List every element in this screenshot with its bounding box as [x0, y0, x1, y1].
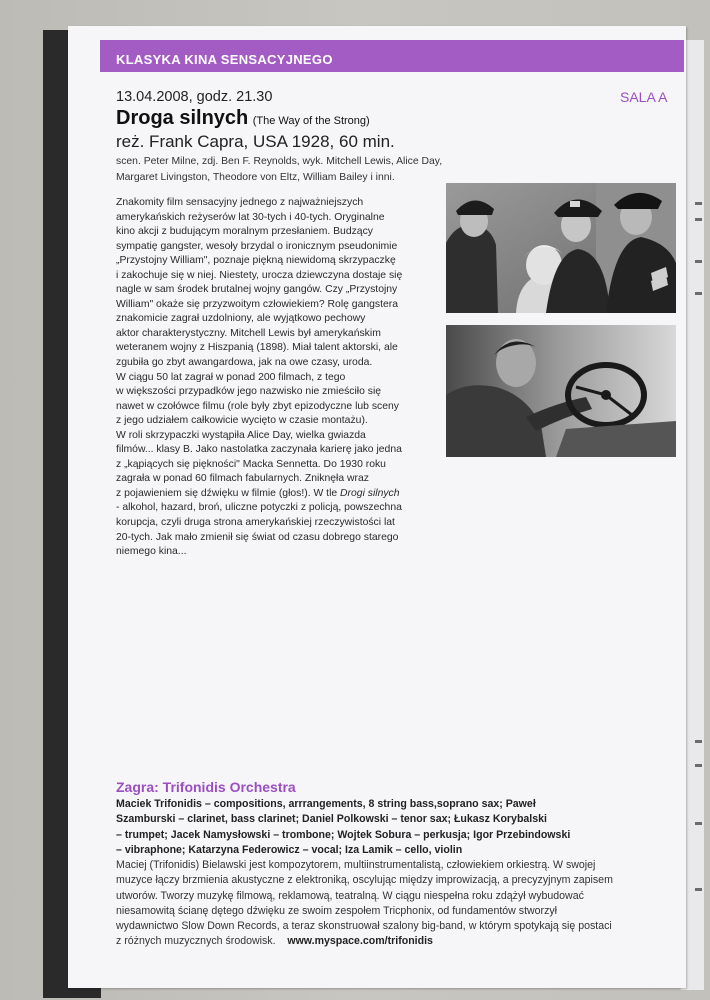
body-line: W ciągu 50 lat zagrał w ponad 200 filmach, z tego	[116, 371, 346, 383]
desc-line: wydawnictwo Slow Down Records, a teraz skonstruował szalony big-band, w którym spotykają się postaci	[116, 920, 612, 933]
page-tick	[695, 202, 702, 205]
film-still-photo-2	[446, 325, 676, 457]
body-line: „Przystojny William", poznaje piękną niewidomą skrzypaczkę	[116, 255, 396, 267]
page-tick	[695, 292, 702, 295]
body-line: filmów... klasy B. Jako nastolatka zaczynała karierę jako jedna	[116, 444, 402, 456]
members-line: Szamburski – clarinet, bass clarinet; Daniel Polkowski – tenor sax; Łukasz Korybalski	[116, 813, 547, 826]
italic-film-title: Drogi silnych	[340, 487, 400, 499]
body-line: znakomicie zagrał uzdolniony, ale wyjątkowo pechowy	[116, 313, 366, 325]
members-line: – vibraphone; Katarzyna Federowicz – vocal; Iza Lamik – cello, violin	[116, 843, 463, 856]
desc-line-with-url	[116, 934, 682, 949]
director-line: reż. Frank Capra, USA 1928, 60 min.	[116, 132, 395, 151]
film-title: Droga silnych	[116, 107, 249, 129]
body-line: i zakochuje się w niej. Niestety, urocza dziewczyna dostaje się	[116, 269, 403, 281]
credits-line: scen. Peter Milne, zdj. Ben F. Reynolds, wyk. Mitchell Lewis, Alice Day,	[116, 156, 443, 167]
page-tick	[695, 740, 702, 743]
screening-date-time: 13.04.2008, godz. 21.30	[116, 89, 273, 105]
credits-line: Margaret Livingston, Theodore von Eltz, William Bailey i inni.	[116, 171, 395, 183]
body-line: w większości przypadków jego nazwisko nie zmieściło się	[116, 386, 382, 398]
members-line: Maciek Trifonidis – compositions, arrrangements, 8 string bass,soprano sax; Paweł	[116, 798, 536, 810]
members-line: – trumpet; Jacek Namysłowski – trombone; Wojtek Sobura – perkusja; Igor Przebindowski	[116, 828, 571, 841]
body-line: W roli skrzypaczki wystąpiła Alice Day, wielka gwiazda	[116, 429, 366, 441]
body-line: Znakomity film sensacyjny jednego z najważniejszych	[116, 197, 364, 208]
page-tick	[695, 888, 702, 891]
orchestra-members	[116, 797, 682, 858]
desc-line: utworów. Tworzy muzykę filmową, reklamową, teatralną. W ciągu niespełna roku zdążył wybudować	[116, 889, 584, 902]
myspace-url[interactable]: www.myspace.com/trifonidis	[287, 935, 433, 948]
body-line: sympatię gangster, wesoły brzydal o ironicznym pseudonimie	[116, 240, 398, 252]
film-still-photo-1	[446, 183, 676, 313]
body-line: z jego udziałem całkowicie wycięto w czasie montażu).	[116, 415, 368, 427]
page-tick	[695, 822, 702, 825]
body-line: amerykańskich reżyserów lat 30-tych i 40-tych. Oryginalne	[116, 211, 385, 223]
desc-line: Maciej (Trifonidis) Bielawski jest kompozytorem, multiinstrumentalistą, człowiekiem orkiestrą. W swojej	[116, 859, 596, 871]
section-title: KLASYKA KINA SENSACYJNEGO	[116, 52, 333, 67]
film-credits	[116, 154, 478, 185]
film-original-title: (The Way of the Strong)	[252, 115, 370, 127]
desc-line: muzyce łączy brzmienia akustyczne z elektroniką, oscylując między improwizacją, a precyzyjnym zapisem	[116, 874, 613, 887]
body-line: niemego kina...	[116, 546, 187, 558]
body-line: nawet w czołówce filmu (role były zbyt epizodyczne lub sceny	[116, 400, 399, 412]
body-line-with-italic	[116, 487, 438, 502]
body-line: z „kąpiących się piękności" Macka Sennetta. Do 1930 roku	[116, 458, 386, 470]
orchestra-description	[116, 858, 682, 950]
screening-hall: SALA A	[620, 89, 668, 105]
film-still-photo-1-image	[446, 183, 676, 313]
body-line: 20-tych. Jak mało zmienił się świat od czasu dobrego starego	[116, 531, 399, 543]
body-line: zgubiła go zbyt awangardowa, jak na owe czasy, uroda.	[116, 357, 373, 369]
body-line: - alkohol, hazard, broń, uliczne potyczki z policją, powszechna	[116, 502, 402, 514]
film-title-line	[116, 107, 370, 130]
desc-line: niesamowitą ścianę dętego dźwięku ze swoim zespołem Tricphonix, od fundamentów stworzył	[116, 904, 558, 917]
body-line: korupcja, czyli druga strona amerykańskiej rzeczywistości lat	[116, 517, 395, 529]
page-tick	[695, 260, 702, 263]
music-heading: Zagra: Trifonidis Orchestra	[116, 779, 296, 795]
body-line: William" okaże się przyzwoitym człowiekiem? Rolę gangstera	[116, 298, 399, 310]
film-still-photo-2-image	[446, 325, 676, 457]
body-line: kino akcji z budującym moralnym przesłaniem. Budzący	[116, 226, 373, 238]
page-tick	[695, 218, 702, 221]
body-line: z pojawieniem się dźwięku w filmie (głos!). W tle	[116, 487, 341, 499]
body-line: nagle w sam środek brutalnej wojny gangów. Czy „Przystojny	[116, 284, 398, 296]
page-edge-ticks	[695, 200, 705, 920]
desc-line: z różnych muzycznych środowisk.	[116, 935, 276, 948]
body-line: aktor charakterystyczny. Mitchell Lewis był amerykańskim	[116, 327, 381, 339]
body-line: weteranem wojny z Hiszpanią (1898). Miał talent aktorski, ale	[116, 342, 398, 354]
body-line: zagrała w ponad 60 filmach fabularnych. Zniknęła wraz	[116, 473, 369, 485]
film-description	[116, 196, 438, 560]
page-tick	[695, 764, 702, 767]
